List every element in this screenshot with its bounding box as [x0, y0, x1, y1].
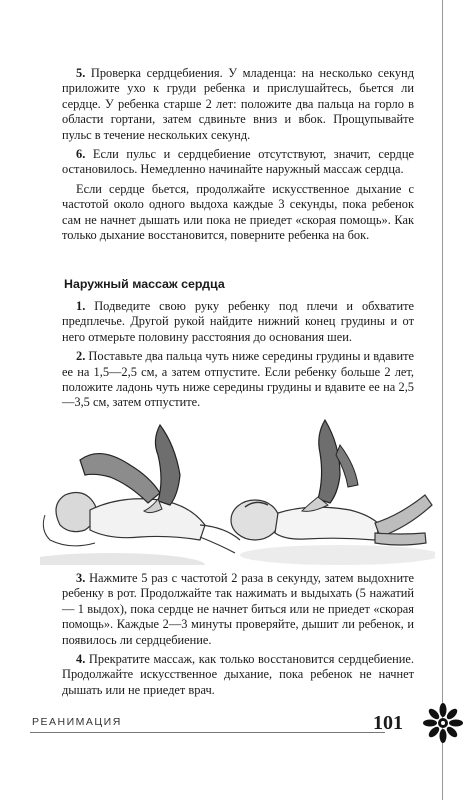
item-number: 5. — [76, 66, 86, 80]
infant-cpr-figure — [40, 425, 240, 565]
paragraph-text: Проверка сердцебиения. У младенца: на несколько секунд приложите ухо к груди ребенка и прислушайтесь, бьется ли сердце. У ребенка старше 2 лет: положите два пальца на горло в области гортани, затем сдвиньте вниз и вбок. Прощупывайте пульс в течение нескольких секунд. — [62, 66, 414, 142]
item-number: 6. — [76, 147, 86, 162]
paragraph-text: Если пульс и сердцебиение отсутствуют, значит, сердце остановилось. Немедленно начинайте наружный массаж сердца. — [62, 147, 414, 177]
text-block-top — [62, 66, 414, 247]
section-heading: Наружный массаж сердца — [64, 277, 225, 291]
page-number: 101 — [373, 712, 403, 734]
text-block-bottom — [62, 571, 414, 702]
flower-ornament-icon — [418, 698, 468, 748]
paragraph-breathing: Если сердце бьется, продолжайте искусственное дыхание с частотой около одного выдоха каждые 3 секунды, пока ребенок сам не начнет дышать или пока не приедет «скорая помощь». Как только дыхание восстановится, поверните ребенка на бок. — [62, 181, 414, 243]
child-cpr-figure — [231, 420, 435, 565]
footer-rule — [30, 732, 385, 733]
paragraph-text: Подведите свою руку ребенку под плечи и обхватите предплечье. Другой рукой найдите нижний конец грудины и от него отмерьте половину расстояния до основания шеи. — [62, 299, 414, 344]
paragraph-text: Прекратите массаж, как только восстановится сердцебиение. Продолжайте искусственное дыхание, пока ребенок не начнет дышать или не приедет врач. — [62, 652, 414, 697]
running-footer-section: РЕАНИМАЦИЯ — [32, 716, 122, 728]
paragraph-step-1 — [62, 299, 414, 345]
paragraph-step-4 — [62, 652, 414, 698]
item-number: 2. — [76, 349, 86, 364]
item-number: 1. — [76, 299, 86, 313]
paragraph-no-pulse — [62, 147, 414, 178]
paragraph-text: Нажмите 5 раз с частотой 2 раза в секунду, затем выдохните ребенку в рот. Продолжайте так нажимать и выдыхать (5 нажатий — 1 выдох), пока сердце не начнет биться или не приедет «скорая помощь». Каждые 2—3 минуты проверяйте, дышит ли ребенок, и появилось ли сердцебиение. — [62, 571, 414, 647]
paragraph-step-3 — [62, 571, 414, 648]
paragraph-step-2 — [62, 349, 414, 411]
text-block-middle — [62, 299, 414, 415]
item-number: 3. — [76, 571, 86, 585]
paragraph-heart-check — [62, 66, 414, 143]
margin-line — [442, 0, 443, 800]
paragraph-text: Поставьте два пальца чуть ниже середины грудины и вдавите ее на 1,5—2,5 см, а затем отпустите. Если ребенку больше 2 лет, положите ладонь чуть ниже середины грудины и вдавите ее на 2,5—3,5 см, затем отпустите. — [62, 349, 414, 410]
cpr-illustration — [40, 415, 435, 565]
item-number: 4. — [76, 652, 86, 667]
